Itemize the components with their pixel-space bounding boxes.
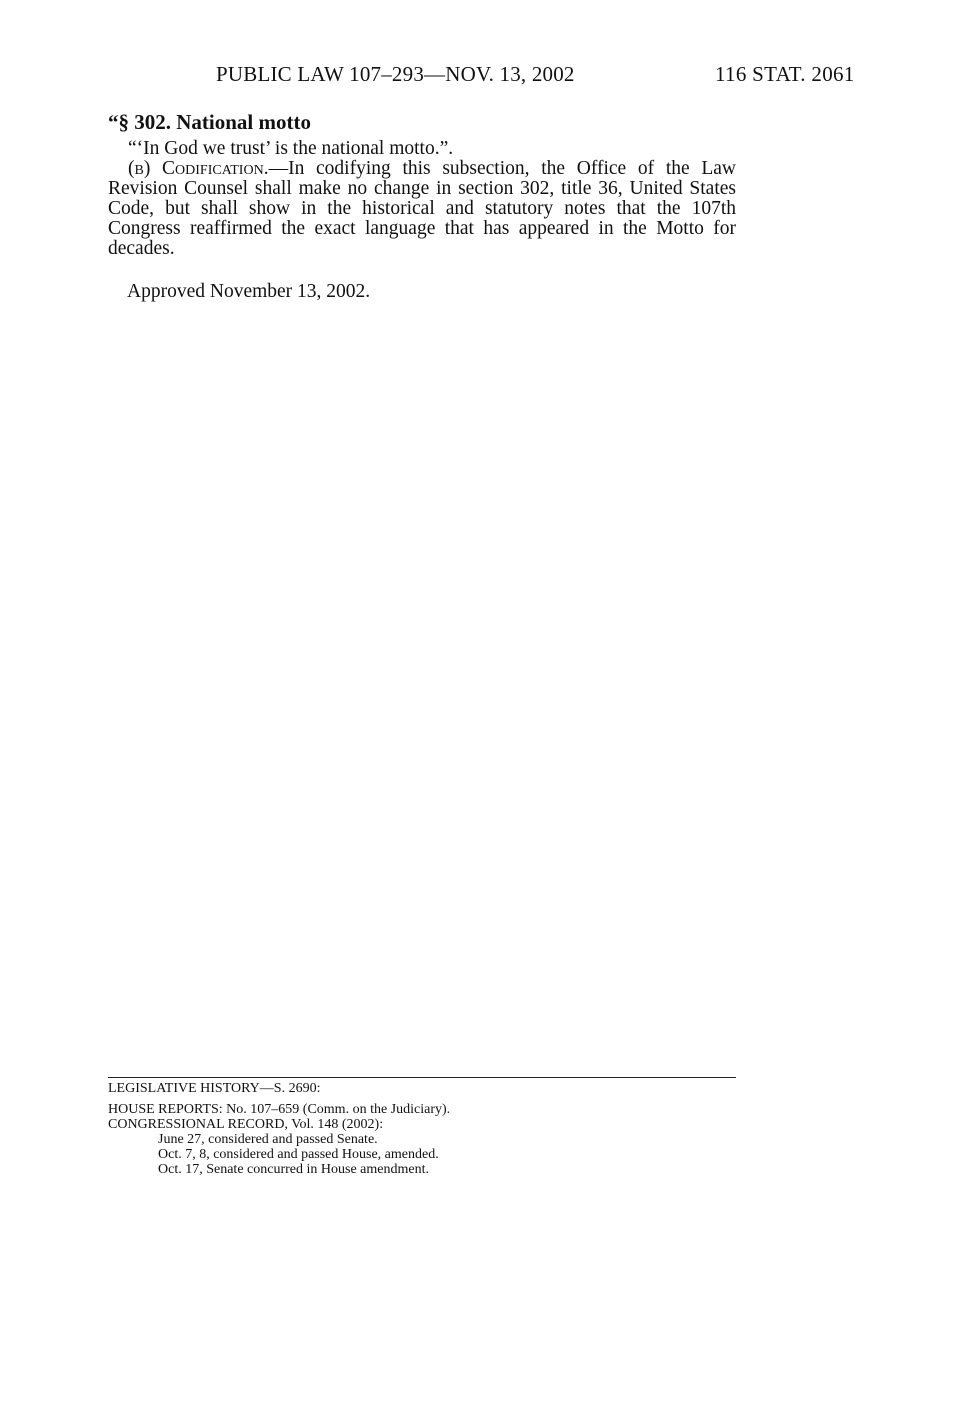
codification-paragraph xyxy=(108,159,736,259)
legislative-history xyxy=(108,1081,736,1177)
congressional-record-line: CONGRESSIONAL RECORD, Vol. 148 (2002): xyxy=(108,1117,384,1132)
house-reports-line: HOUSE REPORTS: No. 107–659 (Comm. on the Judiciary). xyxy=(108,1102,451,1117)
codification-text: —In codifying this subsection, the Office of the Law Revision Counsel shall make no change in section 302, title 36, United States Code, but shall show in the historical and statutory notes that the 107th Congress reaffirmed the exact language that has appeared in the Motto for decades. xyxy=(108,158,736,259)
statute-page-number: 116 STAT. 2061 xyxy=(715,62,855,86)
page-header xyxy=(0,62,955,92)
history-entry: June 27, considered and passed Senate. xyxy=(158,1132,378,1147)
public-law-title: PUBLIC LAW 107–293—NOV. 13, 2002 xyxy=(216,62,575,86)
history-entry: Oct. 17, Senate concurred in House amendment. xyxy=(158,1162,429,1177)
motto-text: “‘In God we trust’ is the national motto.”. xyxy=(128,138,454,159)
codification-label: (b) Codification. xyxy=(128,158,269,179)
section-body xyxy=(108,139,736,259)
history-entry: Oct. 7, 8, considered and passed House, amended. xyxy=(158,1147,439,1162)
section-heading: “§ 302. National motto xyxy=(108,110,311,134)
approval-date: Approved November 13, 2002. xyxy=(127,281,371,302)
legislative-history-heading: LEGISLATIVE HISTORY—S. 2690: xyxy=(108,1081,321,1096)
history-divider xyxy=(108,1077,736,1078)
